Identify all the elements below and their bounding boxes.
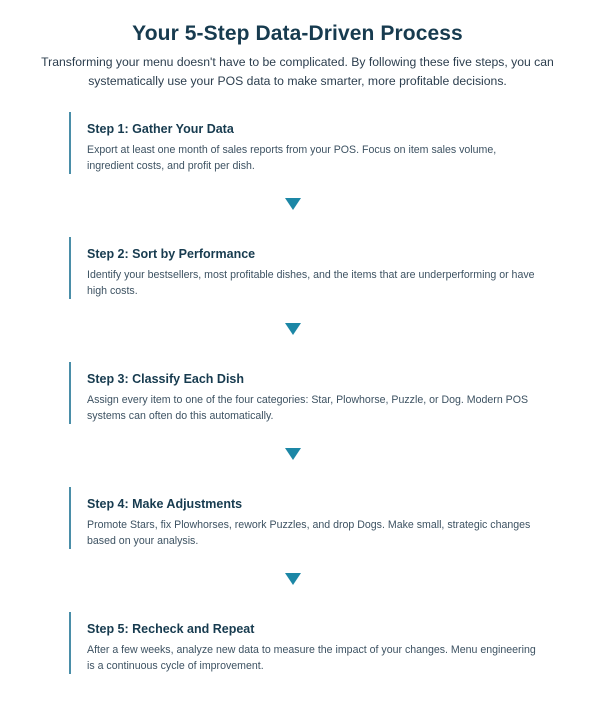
step-5 — [69, 612, 539, 674]
step-title: Step 1: Gather Your Data — [87, 122, 234, 136]
step-4 — [69, 487, 539, 549]
page-title: Your 5-Step Data-Driven Process — [132, 22, 463, 45]
step-description: Assign every item to one of the four categories: Star, Plowhorse, Puzzle, or Dog. Modern POS systems can often do this automatically. — [87, 394, 529, 422]
down-triangle-icon — [285, 323, 301, 335]
step-title: Step 3: Classify Each Dish — [87, 372, 245, 386]
step-title: Step 2: Sort by Performance — [87, 247, 256, 261]
step-description: Export at least one month of sales reports from your POS. Focus on item sales volume, ingredient costs, and profit per dish. — [87, 144, 497, 172]
step-connector — [69, 549, 539, 612]
step-connector — [69, 174, 539, 237]
down-triangle-icon — [285, 198, 301, 210]
step-description: Identify your bestsellers, most profitable dishes, and the items that are underperforming or have high costs. — [87, 269, 535, 297]
down-triangle-icon — [285, 573, 301, 585]
down-triangle-icon — [285, 448, 301, 460]
step-connector — [69, 299, 539, 362]
step-3 — [69, 362, 539, 424]
step-2 — [69, 237, 539, 299]
step-description: Promote Stars, fix Plowhorses, rework Puzzles, and drop Dogs. Make small, strategic changes based on your analysis. — [87, 519, 531, 547]
step-description: After a few weeks, analyze new data to measure the impact of your changes. Menu engineering is a continuous cycle of improvement. — [87, 644, 536, 672]
step-title: Step 5: Recheck and Repeat — [87, 622, 255, 636]
step-title: Step 4: Make Adjustments — [87, 497, 243, 511]
step-connector — [69, 424, 539, 487]
step-1 — [69, 112, 539, 174]
process-steps — [69, 112, 539, 674]
intro-text: Transforming your menu doesn't have to be complicated. By following these five steps, you can systematically use your POS data to make smarter, more profitable decisions. — [41, 55, 554, 88]
